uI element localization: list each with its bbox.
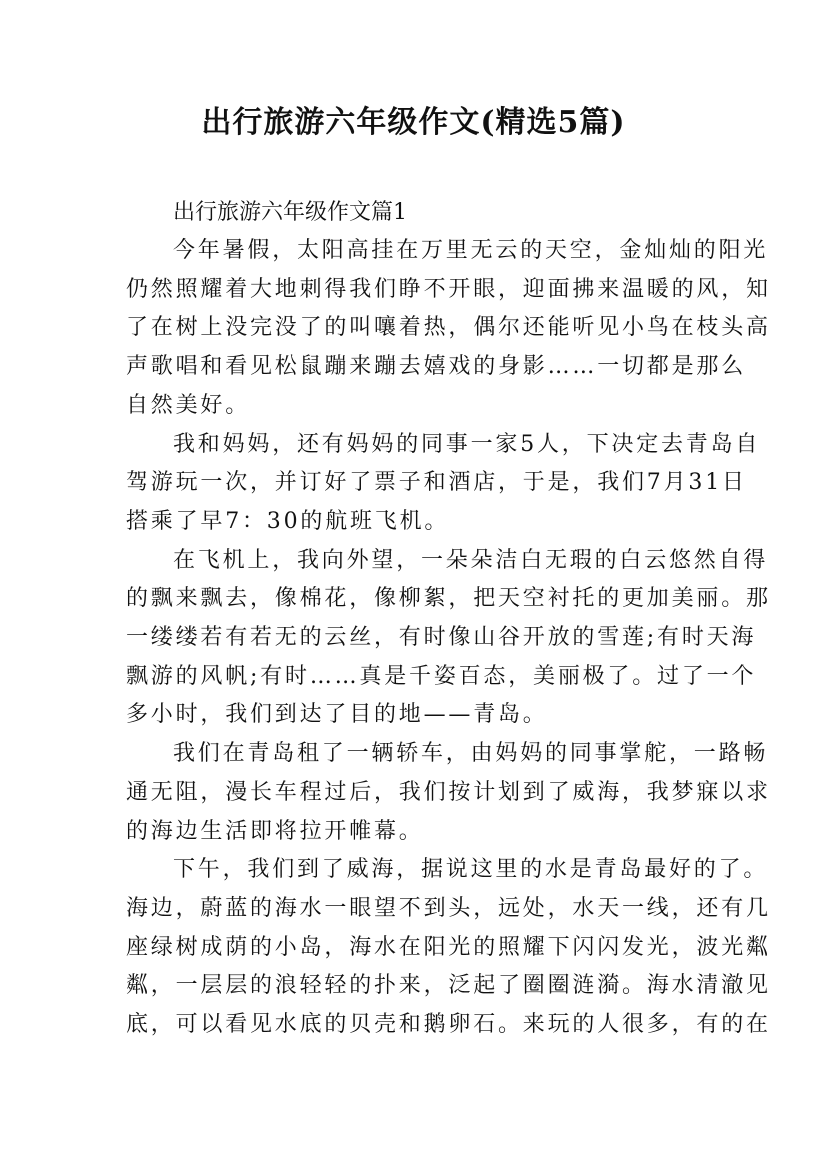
text-line: 下午，我们到了威海，据说这里的水是青岛最好的了。 — [173, 857, 769, 883]
text-line: 搭乘了早7：30的航班飞机。 — [126, 508, 450, 534]
paragraph-3 — [126, 542, 771, 736]
text-line: 的飘来飘去，像棉花，像柳絮，把天空衬托的更加美丽。那 — [126, 586, 771, 612]
text-line: 海边，蔚蓝的海水一眼望不到头，远处，水天一线，还有几 — [126, 895, 771, 921]
document-body — [126, 194, 771, 1045]
text-line: 的海边生活即将拉开帷幕。 — [126, 818, 424, 844]
text-line: 自然美好。 — [126, 392, 251, 418]
text-line: 我们在青岛租了一辆轿车，由妈妈的同事掌舵，一路畅 — [173, 741, 769, 767]
document-title: 出行旅游六年级作文(精选5篇) — [201, 105, 626, 140]
text-line: 仍然照耀着大地刺得我们睁不开眼，迎面拂来温暖的风，知 — [126, 276, 771, 302]
paragraph-4 — [126, 735, 771, 851]
text-line: 粼，一层层的浪轻轻的扑来，泛起了圈圈涟漪。海水清澈见 — [126, 973, 771, 999]
text-line: 多小时，我们到达了目的地——青岛。 — [126, 702, 548, 728]
text-line: 了在树上没完没了的叫嚷着热，偶尔还能听见小鸟在枝头高 — [126, 315, 771, 341]
section-heading: 出行旅游六年级作文篇1 — [173, 200, 407, 225]
text-line: 今年暑假，太阳高挂在万里无云的天空，金灿灿的阳光 — [173, 238, 769, 263]
text-line: 在飞机上，我向外望，一朵朵洁白无瑕的白云悠然自得 — [173, 547, 769, 573]
text-line: 声歌唱和看见松鼠蹦来蹦去嬉戏的身影……一切都是那么 — [126, 354, 747, 380]
text-line: 座绿树成荫的小岛，海水在阳光的照耀下闪闪发光，波光粼 — [126, 934, 771, 960]
text-line: 我和妈妈，还有妈妈的同事一家5人，下决定去青岛自 — [173, 431, 761, 457]
text-line: 飘游的风帆;有时……真是千姿百态，美丽极了。过了一个 — [126, 663, 757, 689]
paragraph-2 — [126, 426, 761, 542]
text-line: 一缕缕若有若无的云丝，有时像山谷开放的雪莲;有时天海 — [126, 625, 757, 651]
paragraph-1 — [126, 232, 771, 426]
text-line: 底，可以看见水底的贝壳和鹅卵石。来玩的人很多，有的在 — [126, 1012, 771, 1038]
text-line: 通无阻，漫长车程过后，我们按计划到了威海，我梦寐以求 — [126, 779, 771, 805]
paragraph-5 — [126, 851, 771, 1045]
text-line: 驾游玩一次，并订好了票子和酒店，于是，我们7月31日 — [126, 470, 747, 496]
